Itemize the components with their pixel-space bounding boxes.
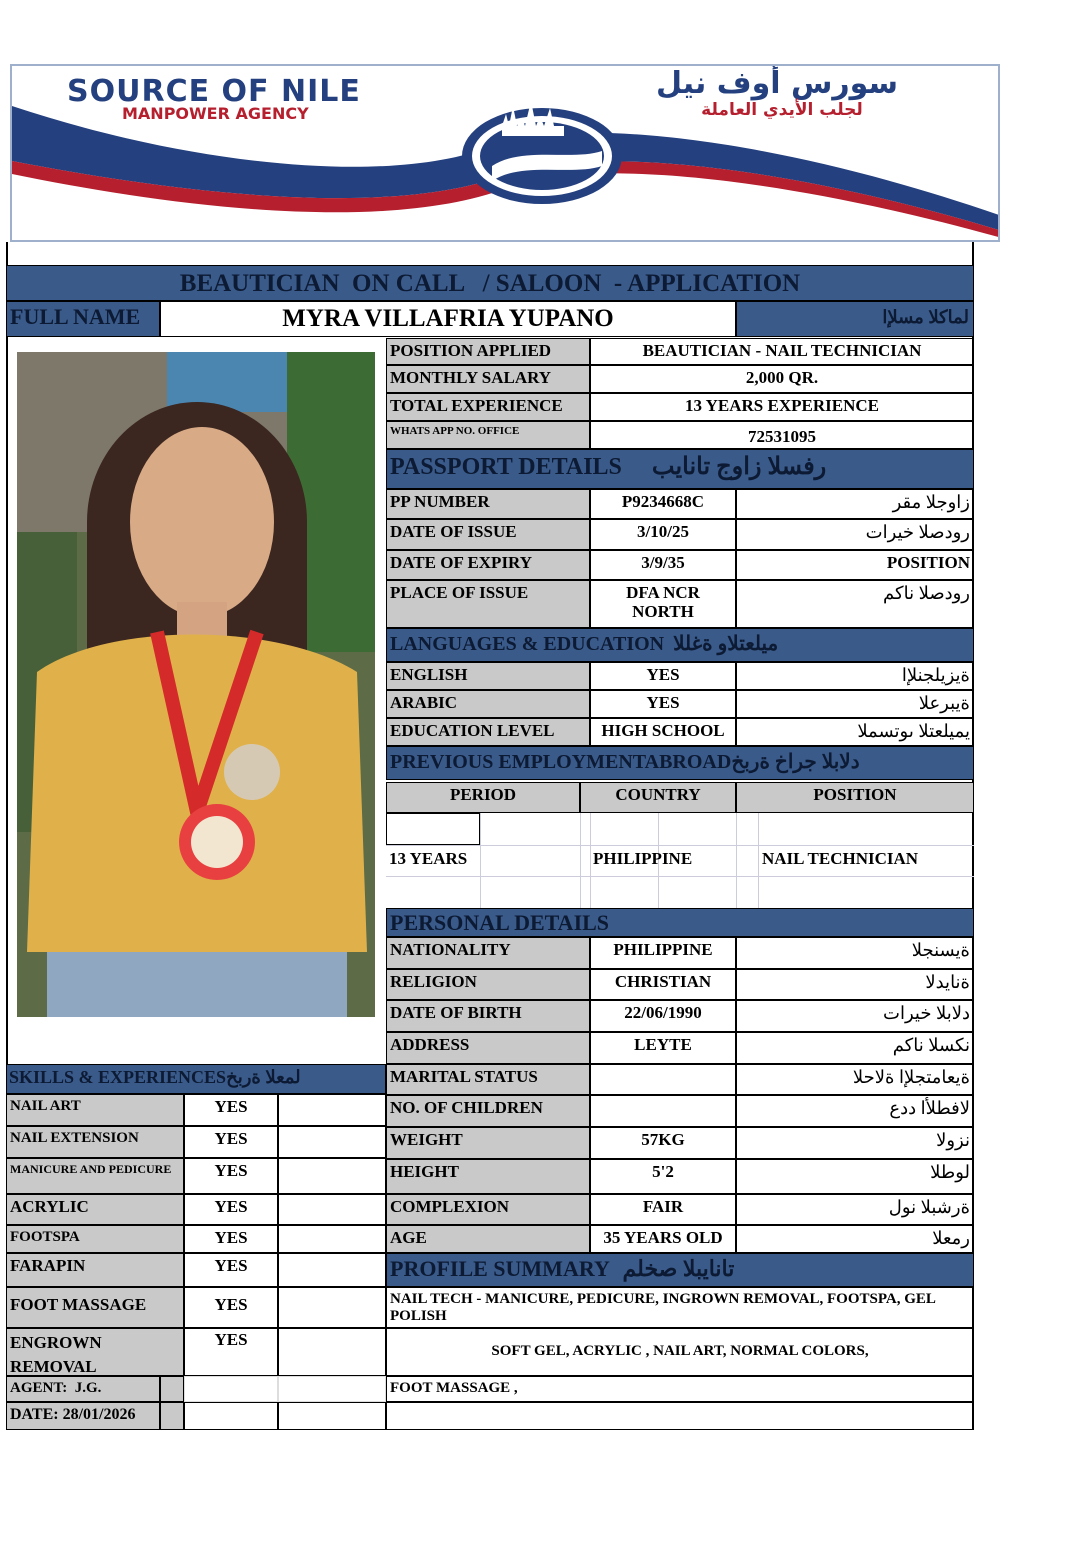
skill-value: YES xyxy=(184,1287,278,1328)
passport-label-ar: POSITION xyxy=(736,550,974,580)
languages-header-ar: ميلعتلاو ةغللا xyxy=(673,633,779,655)
passport-label: PP NUMBER xyxy=(386,489,590,519)
agency-subtitle-en: MANPOWER AGENCY xyxy=(122,104,309,123)
employment-col-country: COUNTRY xyxy=(580,782,736,813)
date-spacer xyxy=(160,1402,184,1430)
skill-label: FOOTSPA xyxy=(6,1225,184,1253)
date-empty xyxy=(184,1402,278,1430)
personal-value: 22/06/1990 xyxy=(590,1000,736,1032)
profile-line-3: FOOT MASSAGE , xyxy=(386,1376,974,1402)
job-value: 13 YEARS EXPERIENCE xyxy=(590,393,974,421)
date-label: DATE: 28/01/2026 xyxy=(6,1402,160,1430)
passport-label: DATE OF ISSUE xyxy=(386,519,590,550)
job-value: BEAUTICIAN - NAIL TECHNICIAN xyxy=(590,338,974,365)
job-label: POSITION APPLIED xyxy=(386,338,590,365)
full-name-label: FULL NAME xyxy=(6,301,160,337)
skill-empty xyxy=(278,1094,386,1126)
passport-label: DATE OF EXPIRY xyxy=(386,550,590,580)
language-label-ar: ةيزيلجنلإا xyxy=(736,662,974,690)
employment-header-en: PREVIOUS EMPLOYMENTABROAD xyxy=(390,751,732,773)
language-label-ar: يميلعتلا ىوتسملا xyxy=(736,718,974,746)
job-label: TOTAL EXPERIENCE xyxy=(386,393,590,421)
employment-position: NAIL TECHNICIAN xyxy=(762,849,919,868)
language-label: EDUCATION LEVEL xyxy=(386,718,590,746)
personal-label-ar: لوطلا xyxy=(736,1159,974,1194)
personal-label: WEIGHT xyxy=(386,1127,590,1159)
passport-label-ar: زاوجلا مقر xyxy=(736,489,974,519)
language-value: YES xyxy=(590,690,736,718)
personal-value: 5'2 xyxy=(590,1159,736,1194)
personal-value: LEYTE xyxy=(590,1032,736,1064)
skill-empty xyxy=(278,1225,386,1253)
job-value: 2,000 QR. xyxy=(590,365,974,393)
job-label: WHATS APP NO. OFFICE xyxy=(386,421,590,449)
personal-value: 35 YEARS OLD xyxy=(590,1225,736,1253)
job-value: 72531095 xyxy=(590,421,974,449)
employment-col-period: PERIOD xyxy=(386,782,580,813)
language-value: HIGH SCHOOL xyxy=(590,718,736,746)
personal-label: NO. OF CHILDREN xyxy=(386,1095,590,1127)
skill-value: YES xyxy=(184,1158,278,1194)
skill-label: ACRYLIC xyxy=(6,1194,184,1225)
agency-banner xyxy=(10,64,1000,242)
passport-value: DFA NCR NORTH xyxy=(590,580,736,628)
passport-value: P9234668C xyxy=(590,489,736,519)
personal-label-ar: رمعلا xyxy=(736,1225,974,1253)
agent-empty xyxy=(278,1376,386,1402)
personal-value xyxy=(590,1064,736,1095)
passport-value: 3/9/35 xyxy=(590,550,736,580)
skill-value: YES xyxy=(184,1328,278,1376)
profile-header-ar: تانايبلا صخلم xyxy=(622,1256,735,1281)
skill-empty xyxy=(278,1194,386,1225)
skill-empty xyxy=(278,1158,386,1194)
employment-country: PHILIPPINE xyxy=(593,849,693,868)
job-label: MONTHLY SALARY xyxy=(386,365,590,393)
personal-label-ar: ةيسنجلا xyxy=(736,937,974,969)
skills-header-en: SKILLS & EXPERIENCES xyxy=(9,1067,227,1087)
languages-header xyxy=(386,628,974,662)
profile-line-2: SOFT GEL, ACRYLIC , NAIL ART, NORMAL COLORS, xyxy=(386,1328,974,1376)
passport-label: PLACE OF ISSUE xyxy=(386,580,590,628)
agent-spacer xyxy=(160,1376,184,1402)
personal-value: FAIR xyxy=(590,1194,736,1225)
language-label: ARABIC xyxy=(386,690,590,718)
skill-empty xyxy=(278,1253,386,1287)
employment-period: 13 YEARS xyxy=(389,849,468,868)
personal-value: PHILIPPINE xyxy=(590,937,736,969)
personal-value: CHRISTIAN xyxy=(590,969,736,1000)
skill-value: YES xyxy=(184,1194,278,1225)
personal-value: 57KG xyxy=(590,1127,736,1159)
agency-name-en: SOURCE OF NILE xyxy=(67,74,361,109)
personal-label-ar: ةنايدلا xyxy=(736,969,974,1000)
skill-value: YES xyxy=(184,1126,278,1158)
profile-header xyxy=(386,1253,974,1287)
personal-label: NATIONALITY xyxy=(386,937,590,969)
language-label-ar: ةيبرعلا xyxy=(736,690,974,718)
passport-header-en: PASSPORT DETAILS xyxy=(390,454,622,480)
agency-name-ar: سورس أوف نيل xyxy=(656,66,898,101)
full-name-label-ar: لماكلا مسلإا xyxy=(736,301,974,337)
employment-col-position: POSITION xyxy=(736,782,974,813)
employment-header-ar: دلابلا جراخ ةربخ xyxy=(731,751,860,773)
personal-label: ADDRESS xyxy=(386,1032,590,1064)
passport-label-ar: رودصلا خيرات xyxy=(736,519,974,550)
passport-header xyxy=(386,449,974,489)
skill-label: NAIL EXTENSION xyxy=(6,1126,184,1158)
skill-label: FOOT MASSAGE xyxy=(6,1287,184,1328)
personal-label-ar: نزولا xyxy=(736,1127,974,1159)
personal-value xyxy=(590,1095,736,1127)
skill-value: YES xyxy=(184,1094,278,1126)
language-label: ENGLISH xyxy=(386,662,590,690)
language-value: YES xyxy=(590,662,736,690)
agency-subtitle-ar: لجلب الأيدي العاملة xyxy=(701,100,863,120)
personal-label-ar: نكسلا ناكم xyxy=(736,1032,974,1064)
skills-header xyxy=(6,1064,386,1094)
skill-label: NAIL ART xyxy=(6,1094,184,1126)
skill-value: YES xyxy=(184,1225,278,1253)
profile-empty-row xyxy=(386,1402,974,1430)
personal-label-ar: ةيعامتجلإا ةلاحلا xyxy=(736,1064,974,1095)
applicant-photo xyxy=(17,352,375,1017)
passport-value: 3/10/25 xyxy=(590,519,736,550)
skill-empty xyxy=(278,1328,386,1376)
full-name-value: MYRA VILLAFRIA YUPANO xyxy=(160,301,736,337)
agent-label: AGENT: J.G. xyxy=(6,1376,160,1402)
personal-label: HEIGHT xyxy=(386,1159,590,1194)
passport-label-ar: رودصلا ناكم xyxy=(736,580,974,628)
personal-label: MARITAL STATUS xyxy=(386,1064,590,1095)
skill-value: YES xyxy=(184,1253,278,1287)
skill-label: FARAPIN xyxy=(6,1253,184,1287)
personal-label: AGE xyxy=(386,1225,590,1253)
passport-header-ar: رفسلا زاوج تانايب xyxy=(651,454,827,480)
date-empty xyxy=(278,1402,386,1430)
employment-grid xyxy=(386,813,974,908)
form-title: BEAUTICIAN ON CALL / SALOON - APPLICATION xyxy=(6,265,974,301)
employment-header xyxy=(386,746,974,780)
personal-label-ar: لافطلأا ددع xyxy=(736,1095,974,1127)
personal-label: DATE OF BIRTH xyxy=(386,1000,590,1032)
skill-label: ENGROWN REMOVAL xyxy=(6,1328,184,1376)
personal-label: COMPLEXION xyxy=(386,1194,590,1225)
agent-empty xyxy=(184,1376,278,1402)
profile-line-1: NAIL TECH - MANICURE, PEDICURE, INGROWN REMOVAL, FOOTSPA, GEL POLISH xyxy=(386,1287,974,1328)
personal-header: PERSONAL DETAILS xyxy=(386,908,974,937)
profile-header-en: PROFILE SUMMARY xyxy=(390,1256,610,1281)
personal-label-ar: ةرشبلا نول xyxy=(736,1194,974,1225)
skill-empty xyxy=(278,1126,386,1158)
skill-empty xyxy=(278,1287,386,1328)
skill-label: MANICURE AND PEDICURE xyxy=(6,1158,184,1194)
personal-label-ar: دلابلا خيرات xyxy=(736,1000,974,1032)
skills-header-ar: لمعلا ةربخ xyxy=(226,1067,301,1087)
personal-label: RELIGION xyxy=(386,969,590,1000)
languages-header-en: LANGUAGES & EDUCATION xyxy=(390,633,665,655)
